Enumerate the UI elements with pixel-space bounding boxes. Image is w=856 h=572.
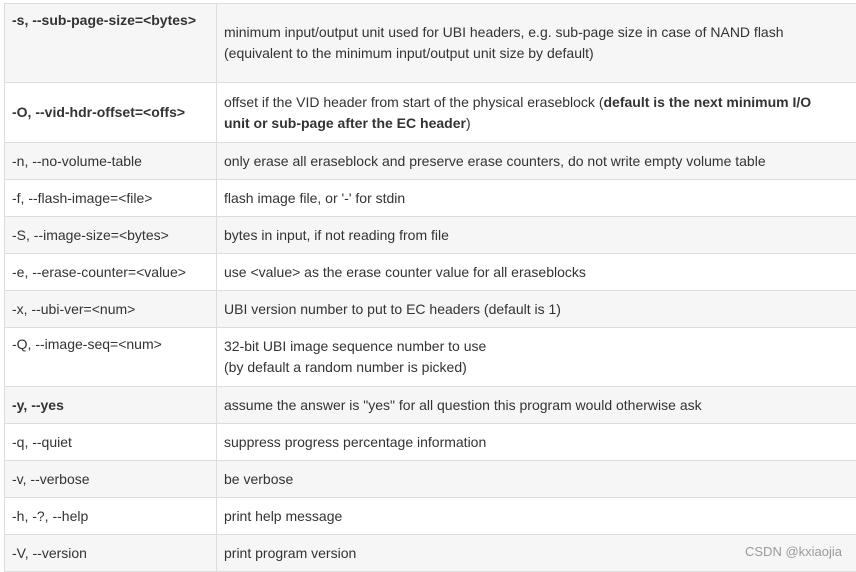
description-cell: suppress progress percentage information (217, 424, 856, 461)
description-cell: flash image file, or '-' for stdin (217, 180, 856, 217)
description-cell: be verbose (217, 461, 856, 498)
option-cell: -S, --image-size=<bytes> (5, 217, 217, 254)
option-cell: -x, --ubi-ver=<num> (5, 291, 217, 328)
table-row (5, 180, 856, 217)
table-row (5, 328, 856, 387)
option-cell: -n, --no-volume-table (5, 143, 217, 180)
table-row (5, 461, 856, 498)
options-table (4, 3, 856, 572)
description-line: (by default a random number is picked) (224, 357, 849, 378)
option-cell: -h, -?, --help (5, 498, 217, 535)
table-row (5, 4, 856, 83)
description-cell: print program version (217, 535, 856, 572)
description-line: 32-bit UBI image sequence number to use (224, 336, 849, 357)
table-row (5, 83, 856, 143)
table-row (5, 535, 856, 572)
table-row (5, 387, 856, 424)
table-row (5, 424, 856, 461)
description-text: offset if the VID header from start of the physical eraseblock ( (224, 94, 603, 110)
description-bold-text: unit or sub-page after the EC header (224, 115, 466, 131)
description-cell: print help message (217, 498, 856, 535)
description-cell (217, 4, 856, 83)
description-cell (217, 83, 856, 143)
description-line: (equivalent to the minimum input/output unit size by default) (224, 43, 849, 64)
table-row (5, 498, 856, 535)
option-cell: -y, --yes (5, 387, 217, 424)
description-cell: only erase all eraseblock and preserve erase counters, do not write empty volume table (217, 143, 856, 180)
description-cell: UBI version number to put to EC headers (default is 1) (217, 291, 856, 328)
table-row (5, 254, 856, 291)
table-row (5, 143, 856, 180)
watermark: CSDN @kxiaojia (745, 544, 842, 559)
option-cell: -O, --vid-hdr-offset=<offs> (5, 83, 217, 143)
option-cell: -q, --quiet (5, 424, 217, 461)
option-cell: -V, --version (5, 535, 217, 572)
description-cell: bytes in input, if not reading from file (217, 217, 856, 254)
description-bold-text: default is the next minimum I/O (603, 94, 811, 110)
option-cell: -s, --sub-page-size=<bytes> (5, 4, 217, 83)
option-cell: -f, --flash-image=<file> (5, 180, 217, 217)
description-line: minimum input/output unit used for UBI headers, e.g. sub-page size in case of NAND flash (224, 22, 849, 43)
option-cell: -v, --verbose (5, 461, 217, 498)
table-row (5, 291, 856, 328)
description-cell (217, 328, 856, 387)
description-cell: assume the answer is "yes" for all question this program would otherwise ask (217, 387, 856, 424)
description-cell: use <value> as the erase counter value for all eraseblocks (217, 254, 856, 291)
table-row (5, 217, 856, 254)
option-cell: -Q, --image-seq=<num> (5, 328, 217, 387)
option-cell: -e, --erase-counter=<value> (5, 254, 217, 291)
description-text: ) (466, 115, 471, 131)
